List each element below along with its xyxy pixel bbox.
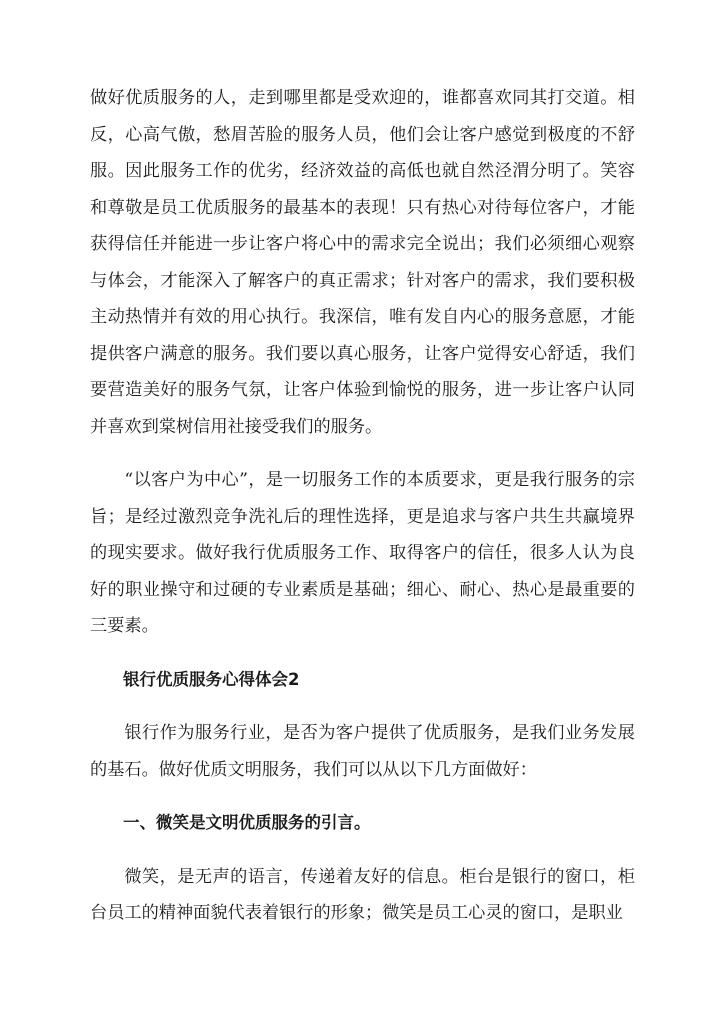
point-one-heading: 一、微笑是文明优质服务的引言。 xyxy=(123,813,371,832)
document-page xyxy=(90,80,635,949)
intro-paragraph: 银行作为服务行业，是否为客户提供了优质服务，是我们业务发展的基石。做好优质文明服务，我们可以从以下几方面做好： xyxy=(90,723,635,780)
section-title: 银行优质服务心得体会2 xyxy=(123,669,300,689)
point-one-paragraph: 微笑，是无声的语言，传递着友好的信息。柜台是银行的窗口，柜台员工的精神面貌代表着银行的形象；微笑是员工心灵的窗口，是职业 xyxy=(90,866,635,923)
body-paragraph: 做好优质服务的人，走到哪里都是受欢迎的，谁都喜欢同其打交道。相反，心高气傲，愁眉苦脸的服务人员，他们会让客户感觉到极度的不舒服。因此服务工作的优劣，经济效益的高低也就自然泾渭分明了。笑容和尊敬是员工优质服务的最基本的表现！只有热心对待每位客户，才能获得信任并能进一步让客户将心中的需求完全说出；我们必须细心观察与体会，才能深入了解客户的真正需求；针对客户的需求，我们要积极主动热情并有效的用心执行。我深信，唯有发自内心的服务意愿，才能提供客户满意的服务。我们要以真心服务，让客户觉得安心舒适，我们要营造美好的服务气氛，让客户体验到愉悦的服务，进一步让客户认同并喜欢到棠树信用社接受我们的服务。 xyxy=(90,88,635,437)
body-paragraph: “以客户为中心”，是一切服务工作的本质要求，更是我行服务的宗旨；是经过激烈竞争洗礼后的理性选择，更是追求与客户共生共赢境界的现实要求。做好我行优质服务工作、取得客户的信任，很多人认为良好的职业操守和过硬的专业素质是基础；细心、耐心、热心是最重要的三要素。 xyxy=(90,470,635,636)
